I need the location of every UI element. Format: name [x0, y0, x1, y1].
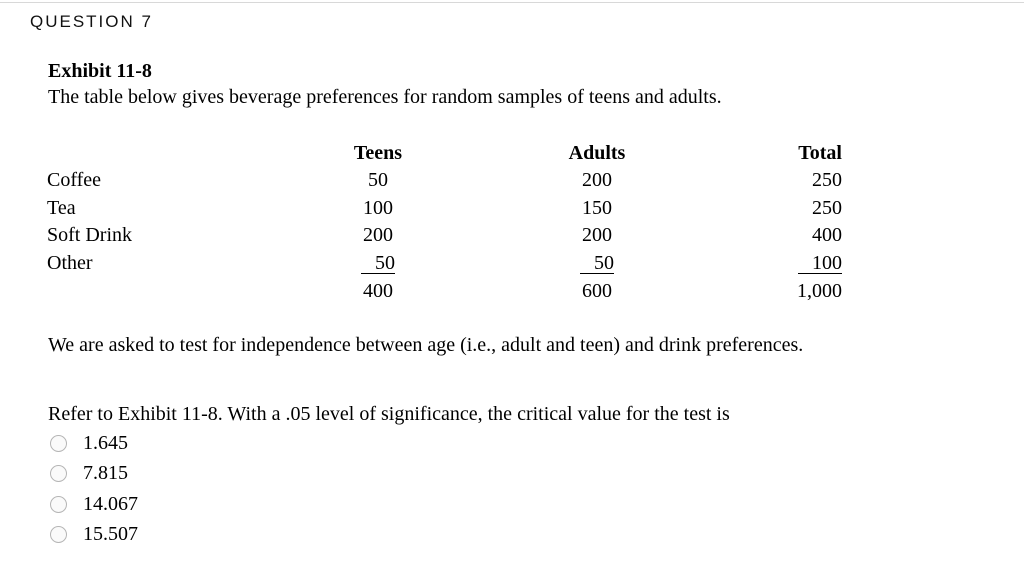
radio-button[interactable]: [50, 496, 67, 513]
exhibit-description: The table below gives beverage preferences for random samples of teens and adults.: [48, 86, 722, 108]
cell-other-teens: [348, 251, 408, 275]
column-header-adults: Adults: [568, 142, 626, 164]
cell-other-total: [772, 251, 842, 275]
answer-option-3[interactable]: [50, 492, 138, 516]
radio-button[interactable]: [50, 526, 67, 543]
row-label-coffee: Coffee: [47, 169, 102, 191]
radio-button[interactable]: [50, 435, 67, 452]
exhibit-title: Exhibit 11-8: [48, 60, 152, 82]
cell-tea-teens: 100: [363, 197, 393, 219]
cell-soft-drink-teens: 200: [363, 224, 393, 246]
top-divider: [0, 2, 1024, 3]
answer-option-label: 15.507: [83, 522, 138, 545]
cell-other-adults-value: 50: [580, 253, 614, 274]
column-header-total: Total: [798, 142, 842, 164]
answer-option-1[interactable]: [50, 431, 128, 455]
cell-soft-drink-adults: 200: [582, 224, 612, 246]
answer-option-4[interactable]: [50, 522, 138, 546]
question-prompt: Refer to Exhibit 11-8. With a .05 level of significance, the critical value for the test is: [48, 403, 730, 425]
row-label-other: Other: [47, 252, 93, 274]
answer-option-label: 7.815: [83, 461, 128, 484]
total-teens: 400: [363, 280, 393, 302]
total-adults: 600: [582, 280, 612, 302]
cell-other-teens-value: 50: [361, 253, 395, 274]
answer-option-2[interactable]: [50, 461, 128, 485]
cell-coffee-teens: 50: [368, 169, 388, 191]
radio-button[interactable]: [50, 465, 67, 482]
answer-option-label: 1.645: [83, 431, 128, 454]
question-statement: We are asked to test for independence between age (i.e., adult and teen) and drink preferences.: [48, 334, 804, 356]
total-overall: 1,000: [797, 280, 842, 302]
column-header-teens: Teens: [353, 142, 403, 164]
answer-option-label: 14.067: [83, 492, 138, 515]
cell-soft-drink-total: 400: [812, 224, 842, 246]
question-header: QUESTION 7: [30, 12, 153, 31]
cell-tea-total: 250: [812, 197, 842, 219]
row-label-tea: Tea: [47, 197, 76, 219]
cell-tea-adults: 150: [582, 197, 612, 219]
cell-other-adults: [561, 251, 633, 275]
row-label-soft-drink: Soft Drink: [47, 224, 132, 246]
cell-coffee-adults: 200: [582, 169, 612, 191]
cell-coffee-total: 250: [812, 169, 842, 191]
cell-other-total-value: 100: [798, 253, 842, 274]
